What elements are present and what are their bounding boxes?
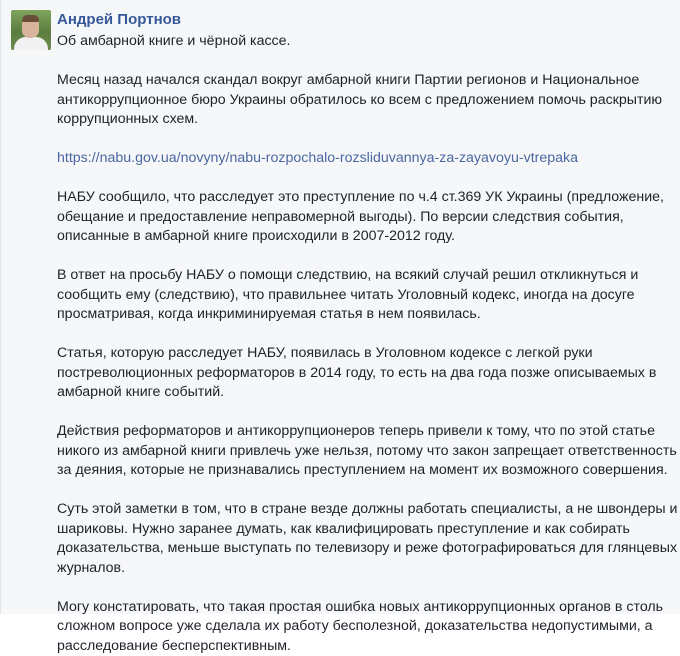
post-paragraph: Суть этой заметки в том, что в стране везде должны работать специалисты, а не швондеры и шариковы. Нужно заранее думать, как квалифицировать преступление и как собирать доказательства, меньше выступать по телевизору и реже фотографироваться для глянцевых журналов. (57, 500, 679, 578)
post-paragraph: Месяц назад начался скандал вокруг амбарной книги Партии регионов и Национальное антикоррупционное бюро Украины обратилось ко всем с предложением помочь раскрытию коррупционных схем. (57, 71, 679, 130)
post-body (57, 32, 679, 656)
post-paragraph: Статья, которую расследует НАБУ, появилась в Уголовном кодексе с легкой руки постреволюционных реформаторов в 2014 году, то есть на два года позже описываемых в амбарной книге событий. (57, 344, 679, 403)
post-paragraph: НАБУ сообщило, что расследует это преступление по ч.4 ст.369 УК Украины (предложение, обещание и предоставление неправомерной выгоды). По версии следствия события, описанные в амбарной книге происходили в 2007-2012 году. (57, 188, 679, 247)
nabu-link[interactable]: https://nabu.gov.ua/novyny/nabu-rozpochalo-rozsliduvannya-za-zayavoyu-vtrepaka (57, 150, 578, 166)
avatar-hair (22, 15, 39, 22)
post-title: Об амбарной книге и чёрной кассе. (57, 32, 679, 52)
post-paragraph: В ответ на просьбу НАБУ о помощи следствию, на всякий случай решил откликнуться и сообщить ему (следствию), что правильнее читать Уголовный кодекс, иногда на досуге просматривая, когда инкриминируемая статья в нем появилась. (57, 266, 679, 325)
user-avatar-icon[interactable] (11, 10, 51, 50)
post-paragraph: Действия реформаторов и антикоррупционеров теперь привели к тому, что по этой статье никого из амбарной книги привлечь уже нельзя, потому что закон запрещает ответственность за деяния, которые не признавались преступлением на момент их возможного совершения. (57, 422, 679, 481)
author-name[interactable]: Андрей Портнов (57, 11, 181, 29)
avatar-shirt (14, 37, 48, 50)
post-paragraph: Могу констатировать, что такая простая ошибка новых антикоррупционных органов в столь сложном вопросе уже сделала их работу бесполезной, доказательства недопустимыми, а расследование бесперспективным. (57, 598, 679, 656)
